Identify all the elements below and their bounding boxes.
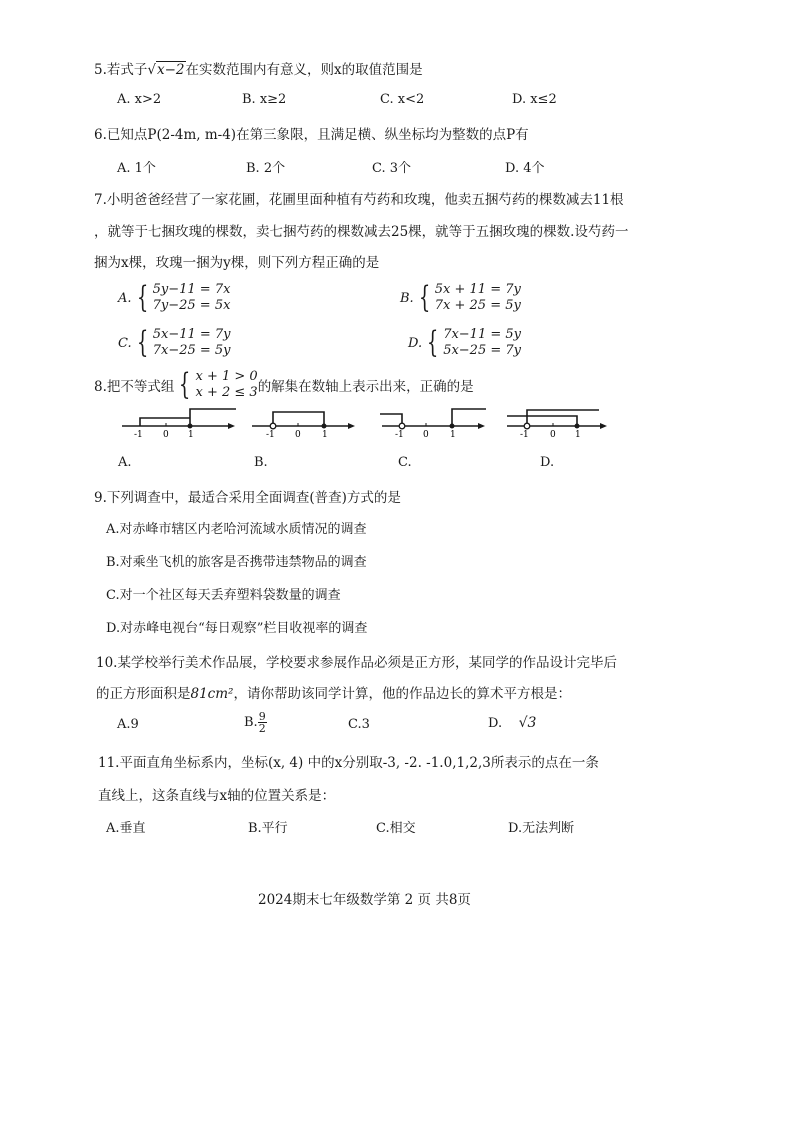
q10-option-b-label: B.	[244, 715, 258, 730]
q11-line-1: 11.平面直角坐标系内，坐标(x, 4) 中的x分别取-3, -2. -1.0,1,2,3所表示的点在一条	[98, 755, 599, 771]
q10-line-1: 10.某学校举行美术作品展，学校要求参展作品必须是正方形，某同学的作品设计完毕后	[96, 655, 617, 671]
tick-label: -1	[395, 430, 404, 438]
q7-line-3: 捆为x棵，玫瑰一捆为y棵，则下列方程正确的是	[94, 255, 380, 271]
q9-option-d: D.对赤峰电视台“每日观察”栏目收视率的调查	[106, 621, 368, 636]
q8-option-a: A.	[118, 455, 132, 470]
q5-option-c: C. x<2	[380, 92, 425, 107]
tick-label: 1	[188, 430, 194, 438]
q7-option-c-eq2: 7x−25 = 5y	[152, 343, 231, 358]
q7-line-2: ，就等于七捆玫瑰的棵数，卖七捆芍药的棵数减去25棵，就等于五捆玫瑰的棵数.设芍药一	[94, 224, 629, 240]
q7-option-c-eq1: 5x−11 = 7y	[152, 327, 231, 342]
q10-option-b-fraction	[258, 711, 267, 734]
brace-icon: {	[426, 325, 439, 360]
tick-label: 0	[295, 430, 301, 438]
brace-icon: {	[179, 367, 191, 402]
q6-option-a: A. 1个	[117, 161, 156, 176]
tick-label: -1	[520, 430, 529, 438]
tick-label: -1	[134, 430, 143, 438]
q10-option-c: C.3	[348, 717, 370, 732]
brace-icon: {	[136, 325, 148, 360]
q7-option-a-label: A.	[118, 290, 132, 306]
q8-option-d: D.	[540, 455, 555, 470]
q7-option-a-eq2: 7y−25 = 5x	[152, 298, 231, 313]
q5-stem-pre: 5.若式子	[94, 62, 148, 78]
q6-option-d: D. 4个	[505, 161, 545, 176]
q8-number-line-a	[118, 404, 238, 438]
q7-option-d-label: D.	[408, 335, 423, 351]
q10-option-d	[488, 715, 536, 731]
q11-option-a: A.垂直	[106, 821, 146, 836]
q7-option-d	[408, 327, 521, 359]
q10-option-d-value: √3	[518, 715, 537, 731]
q5-option-b: B. x≥2	[242, 92, 287, 107]
q8-stem	[94, 369, 474, 401]
q10-area: 81cm²	[190, 686, 234, 702]
q9-option-b: B.对乘坐飞机的旅客是否携带违禁物品的调查	[106, 555, 367, 570]
q5-option-a: A. x>2	[117, 92, 162, 107]
q7-option-c-label: C.	[118, 335, 132, 351]
tick-label: -1	[266, 430, 275, 438]
page-footer: 2024期末七年级数学第 2 页 共8页	[258, 892, 471, 908]
tick-label: 0	[163, 430, 169, 438]
q9-option-c: C.对一个社区每天丢弃塑料袋数量的调查	[106, 588, 341, 603]
q6-option-c: C. 3个	[372, 161, 412, 176]
q5-radical: √x−2	[147, 62, 185, 78]
q11-option-c: C.相交	[376, 821, 416, 836]
tick-label: 1	[322, 430, 328, 438]
q8-number-line-d	[505, 404, 615, 438]
q11-option-d: D.无法判断	[508, 821, 575, 836]
q7-option-c	[118, 327, 231, 359]
q7-option-a	[118, 282, 230, 314]
tick-label: 0	[423, 430, 429, 438]
q7-option-b-label: B.	[400, 290, 414, 306]
q10-option-d-label: D.	[488, 716, 503, 731]
brace-icon: {	[136, 280, 148, 315]
tick-label: 1	[575, 430, 581, 438]
q10-line-2-pre: 的正方形面积是	[96, 686, 191, 702]
q7-option-b	[400, 282, 521, 314]
q8-number-line-b	[248, 404, 368, 438]
q8-stem-post: 的解集在数轴上表示出来，正确的是	[257, 379, 474, 395]
q8-stem-pre: 8.把不等式组	[94, 379, 175, 395]
q7-option-b-eq1: 5x + 11 = 7y	[434, 282, 521, 297]
q7-line-1: 7.小明爸爸经营了一家花圃，花圃里面种植有芍药和玫瑰，他卖五捆芍药的棵数减去11根	[94, 192, 624, 208]
q10-option-b-denominator: 2	[258, 722, 266, 735]
q8-eq2: x + 2 ≤ 3	[195, 385, 258, 400]
q11-option-b: B.平行	[248, 821, 288, 836]
q8-number-line-c	[378, 404, 498, 438]
brace-icon: {	[418, 280, 430, 315]
q5-radicand: x−2	[157, 62, 185, 78]
q8-eq1: x + 1 > 0	[195, 369, 258, 384]
q9-option-a: A.对赤峰市辖区内老哈河流域水质情况的调查	[106, 522, 367, 537]
q10-option-b	[244, 711, 267, 734]
q11-line-2: 直线上，这条直线与x轴的位置关系是：	[98, 788, 336, 804]
q7-option-d-eq1: 7x−11 = 5y	[443, 327, 521, 342]
q6-option-b: B. 2个	[246, 161, 286, 176]
q10-option-b-numerator: 9	[258, 710, 266, 723]
q7-option-a-eq1: 5y−11 = 7x	[152, 282, 231, 297]
q5-stem	[94, 58, 423, 78]
q9-stem: 9.下列调查中，最适合采用全面调查(普查)方式的是	[94, 490, 401, 506]
q7-option-d-eq2: 5x−25 = 7y	[443, 343, 521, 358]
q10-line-2	[96, 682, 571, 702]
q8-option-c: C.	[398, 455, 412, 470]
q8-option-b: B.	[254, 455, 268, 470]
q5-stem-post: 在实数范围内有意义，则x的取值范围是	[185, 62, 423, 78]
q10-line-2-post: ，请你帮助该同学计算，他的作品边长的算术平方根是：	[233, 686, 571, 702]
tick-label: 0	[550, 430, 556, 438]
tick-label: 1	[450, 430, 456, 438]
q7-option-b-eq2: 7x + 25 = 5y	[434, 298, 521, 313]
q5-option-d: D. x≤2	[512, 92, 557, 107]
q6-stem: 6.已知点P(2-4m, m-4)在第三象限，且满足横、纵坐标均为整数的点P有	[94, 127, 529, 143]
q10-option-a: A.9	[117, 717, 139, 732]
